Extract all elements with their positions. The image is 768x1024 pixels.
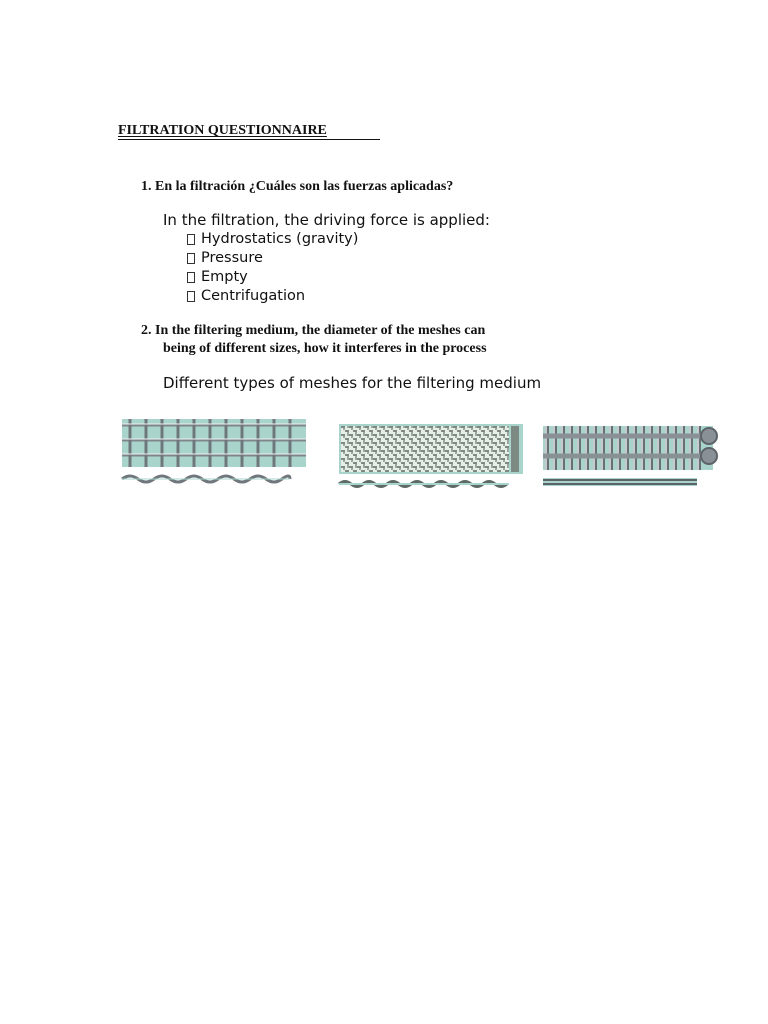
question-2-line-2: being of different sizes, how it interferes in the process (163, 341, 487, 356)
checkbox-icon (187, 253, 195, 264)
answer-1-intro: In the filtration, the driving force is applied: (163, 211, 490, 229)
question-2 (141, 322, 545, 358)
checkbox-icon (187, 291, 195, 302)
plain-weave-mesh-image (120, 417, 310, 485)
option-item: Empty (187, 268, 358, 287)
twill-weave-mesh-image (337, 422, 527, 490)
force-options-list (187, 230, 358, 306)
question-1: 1. En la filtración ¿Cuáles son las fuerzas aplicadas? (141, 179, 454, 194)
option-item: Centrifugation (187, 287, 358, 306)
answer-2: Different types of meshes for the filtering medium (163, 374, 542, 392)
checkbox-icon (187, 234, 195, 245)
option-item: Hydrostatics (gravity) (187, 230, 358, 249)
option-item: Pressure (187, 249, 358, 268)
document-title: FILTRATION QUESTIONNAIRE (118, 122, 380, 140)
checkbox-icon (187, 272, 195, 283)
dutch-weave-mesh-image (541, 422, 723, 490)
question-2-line-1: 2. In the filtering medium, the diameter of the meshes can (141, 323, 486, 338)
